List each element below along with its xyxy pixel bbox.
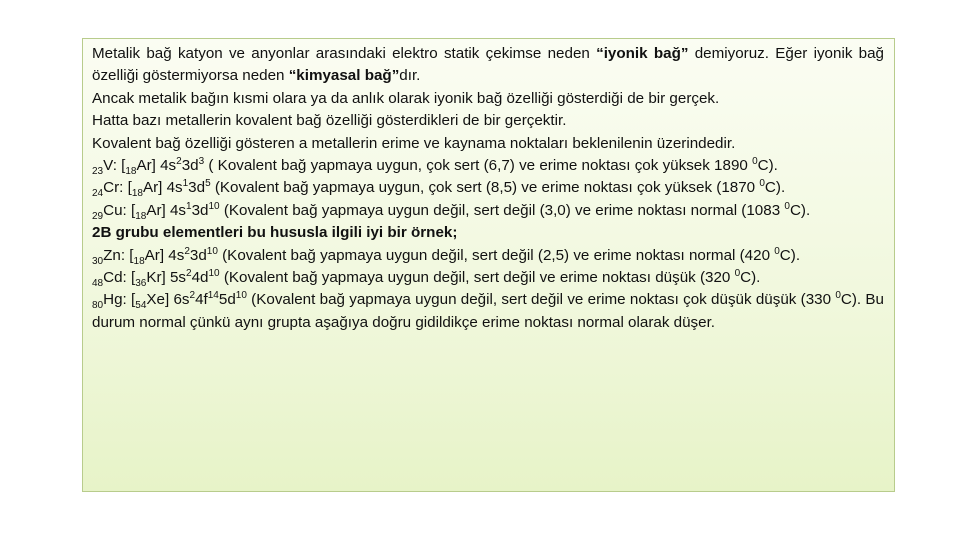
orbital: 4d <box>191 269 209 287</box>
electron-count: 10 <box>235 290 247 302</box>
text-run: dır. <box>399 67 421 85</box>
unit-text: C). <box>757 157 778 175</box>
element-description: (Kovalent bağ yapmaya uygun değil, sert değil ve erime noktası düşük (320 <box>219 269 735 287</box>
element-description: (Kovalent bağ yapmaya uygun değil, sert değil (3,0) ve erime noktası normal (1083 <box>219 201 785 219</box>
atomic-number: 23 <box>92 166 104 178</box>
paragraph-covalent-metals: Hatta bazı metallerin kovalent bağ özelliği gösterdikleri de bir gerçektir. <box>92 112 567 130</box>
core-atomic-number: 18 <box>125 166 137 178</box>
element-entry-cadmium <box>92 267 884 289</box>
electron-config: Xe] 6s <box>146 291 190 309</box>
electron-config: Ar] 4s <box>142 179 183 197</box>
element-entry-mercury <box>92 289 884 334</box>
element-entry-vanadium <box>92 155 884 177</box>
text-run: demiyoruz. Eğer iyonik bağ özelliği göstermiyorsa neden <box>92 45 885 85</box>
electron-count: 1 <box>186 200 192 212</box>
unit-text: C). <box>764 179 786 197</box>
orbital: 5d <box>218 291 236 309</box>
paragraph-ionic-question <box>92 43 884 88</box>
element-symbol: V: [ <box>103 157 126 175</box>
atomic-number: 80 <box>92 300 104 312</box>
element-entry-copper <box>92 200 884 222</box>
electron-config: Ar] 4s <box>146 201 186 219</box>
electron-count: 10 <box>208 200 220 212</box>
atomic-number: 48 <box>92 278 104 290</box>
electron-config: Ar] 4s <box>136 157 177 175</box>
element-description: (Kovalent bağ yapmaya uygun, çok sert (8,5) ve erime noktası çok yüksek (1870 <box>210 179 760 197</box>
core-atomic-number: 18 <box>133 255 145 267</box>
term-chemical-bond: “kimyasal bağ” <box>288 67 400 85</box>
electron-count: 14 <box>207 290 219 302</box>
element-symbol: Zn: [ <box>103 246 134 264</box>
degree-mark: 0 <box>784 200 790 212</box>
orbital: 3d <box>188 179 206 197</box>
paragraph-melting-points: Kovalent bağ özelliği gösteren a metallerin erime ve kaynama noktaları beklenilenin üzerindedir. <box>92 134 736 152</box>
degree-mark: 0 <box>752 156 758 168</box>
degree-mark: 0 <box>774 245 780 257</box>
electron-config: Kr] 5s <box>146 269 186 287</box>
element-symbol: Cr: [ <box>103 179 132 197</box>
core-atomic-number: 18 <box>135 210 147 222</box>
section-heading-2b-group: 2B grubu elementleri bu hususla ilgili iyi bir örnek; <box>92 224 458 242</box>
atomic-number: 29 <box>92 210 104 222</box>
unit-text: C). <box>740 269 761 287</box>
element-description: (Kovalent bağ yapmaya uygun değil, sert değil ve erime noktası çok düşük düşük (330 <box>246 291 836 309</box>
degree-mark: 0 <box>759 178 765 190</box>
electron-count: 5 <box>205 178 211 190</box>
electron-count: 2 <box>189 290 196 302</box>
electron-count: 2 <box>186 268 192 280</box>
orbital: 4f <box>195 291 208 309</box>
orbital: 3d <box>189 246 207 264</box>
orbital: 3d <box>181 157 199 175</box>
unit-text: C). <box>789 201 811 219</box>
element-symbol: Cd: [ <box>103 269 136 287</box>
core-atomic-number: 18 <box>131 188 143 200</box>
content-text-box <box>82 38 895 492</box>
unit-text: C). Bu durum normal çünkü aynı grupta aşağıya doğru gidildikçe erime noktası normal olarak düşer. <box>92 291 885 331</box>
degree-mark: 0 <box>835 290 841 302</box>
electron-count: 10 <box>208 268 220 280</box>
element-entry-chromium <box>92 177 884 199</box>
element-symbol: Cu: [ <box>103 201 136 219</box>
electron-count: 1 <box>182 178 189 190</box>
degree-mark: 0 <box>734 268 741 280</box>
orbital: 3d <box>191 201 209 219</box>
element-entry-zinc <box>92 245 884 267</box>
electron-count: 3 <box>198 156 205 168</box>
core-atomic-number: 54 <box>135 300 147 312</box>
element-symbol: Hg: [ <box>103 291 136 309</box>
atomic-number: 30 <box>92 255 104 267</box>
term-ionic-bond: “iyonik bağ” <box>596 45 689 62</box>
electron-count: 2 <box>184 245 190 257</box>
paragraph-partial-ionic: Ancak metalik bağın kısmi olara ya da anlık olarak iyonik bağ özelliği gösterdiği de bir gerçek. <box>92 89 720 107</box>
unit-text: C). <box>779 246 801 264</box>
electron-count: 10 <box>206 245 218 257</box>
core-atomic-number: 36 <box>135 278 147 290</box>
electron-config: Ar] 4s <box>144 246 185 264</box>
element-description: (Kovalent bağ yapmaya uygun değil, sert değil (2,5) ve erime noktası normal (420 <box>217 246 775 264</box>
text-run: Metalik bağ katyon ve anyonlar arasındaki elektro statik çekimse neden <box>92 45 597 62</box>
electron-count: 2 <box>176 156 182 168</box>
element-description: ( Kovalent bağ yapmaya uygun, çok sert (6,7) ve erime noktası çok yüksek 1890 <box>204 157 753 175</box>
atomic-number: 24 <box>92 188 104 200</box>
